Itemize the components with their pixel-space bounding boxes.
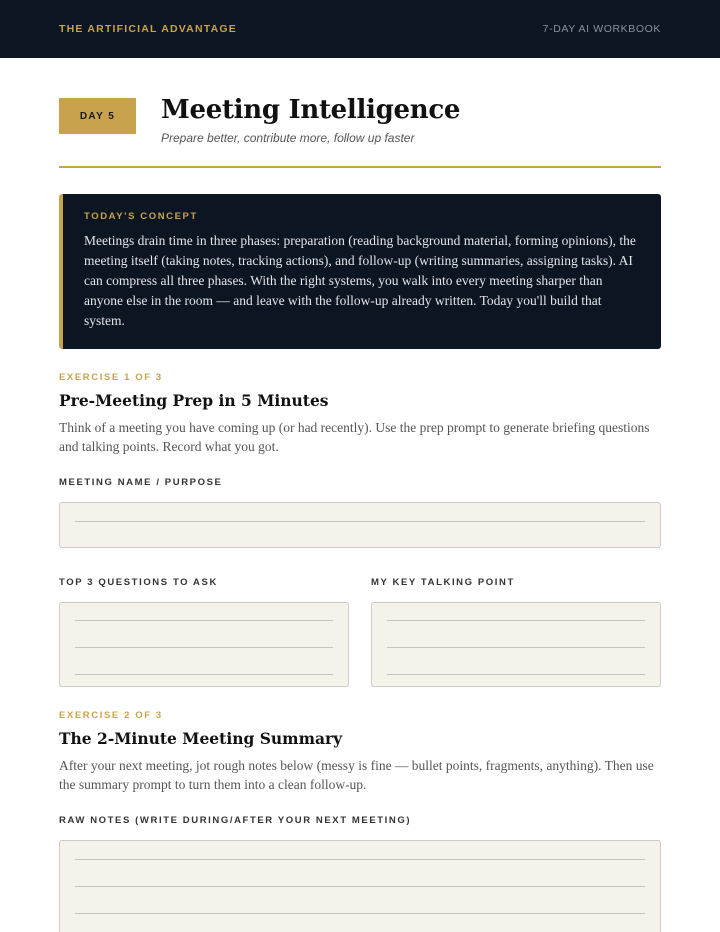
brand-name: THE ARTIFICIAL ADVANTAGE xyxy=(59,23,237,35)
exercise-1-title: Pre-Meeting Prep in 5 Minutes xyxy=(59,391,329,410)
writing-line xyxy=(75,674,333,675)
exercise-2 xyxy=(59,710,661,932)
questions-label: TOP 3 QUESTIONS TO ASK xyxy=(59,577,218,588)
writing-line xyxy=(75,859,645,860)
writing-line xyxy=(387,620,645,621)
writing-line xyxy=(387,674,645,675)
workbook-label: 7-DAY AI WORKBOOK xyxy=(542,23,661,35)
raw-notes-field[interactable] xyxy=(59,840,661,932)
concept-label: TODAY'S CONCEPT xyxy=(84,211,198,222)
exercise-1-description: Think of a meeting you have coming up (or had recently). Use the prep prompt to generate briefing questions and talking points. Record what you got. xyxy=(59,420,650,454)
day-header xyxy=(59,95,661,166)
writing-line xyxy=(75,620,333,621)
concept-body: Meetings drain time in three phases: preparation (reading background material, forming opinions), the meeting itself (taking notes, tracking actions), and follow-up (writing summaries, assigning tasks). AI can compress all three phases. With the right systems, you walk into every meeting sharper than anyone else in the room — and leave with the follow-up already written. Today you'll build that system. xyxy=(84,233,636,328)
page-title: Meeting Intelligence xyxy=(161,95,461,125)
talking-point-label: MY KEY TALKING POINT xyxy=(371,577,515,588)
writing-line xyxy=(75,886,645,887)
concept-panel xyxy=(59,194,661,349)
top-bar xyxy=(0,0,720,58)
header-divider xyxy=(59,166,661,168)
exercise-2-title: The 2-Minute Meeting Summary xyxy=(59,729,343,748)
raw-notes-label: RAW NOTES (WRITE DURING/AFTER YOUR NEXT MEETING) xyxy=(59,815,412,826)
exercise-1-columns xyxy=(59,577,661,687)
page-subtitle: Prepare better, contribute more, follow up faster xyxy=(161,131,415,145)
day-badge: DAY 5 xyxy=(59,98,136,134)
talking-point-field[interactable] xyxy=(371,602,661,687)
exercise-2-label: EXERCISE 2 OF 3 xyxy=(59,710,163,721)
exercise-1-label: EXERCISE 1 OF 3 xyxy=(59,372,163,383)
questions-field[interactable] xyxy=(59,602,349,687)
exercise-2-description: After your next meeting, jot rough notes below (messy is fine — bullet points, fragments, anything). Then use the summary prompt to turn them into a clean follow-up. xyxy=(59,758,654,792)
talking-point-column xyxy=(371,577,661,687)
meeting-name-field[interactable] xyxy=(59,502,661,548)
writing-line xyxy=(75,521,645,522)
writing-line xyxy=(75,913,645,914)
page-content xyxy=(0,95,720,932)
exercise-1 xyxy=(59,372,661,687)
questions-column xyxy=(59,577,349,687)
writing-line xyxy=(75,647,333,648)
writing-line xyxy=(387,647,645,648)
meeting-name-label: MEETING NAME / PURPOSE xyxy=(59,477,223,488)
title-group xyxy=(161,95,460,145)
